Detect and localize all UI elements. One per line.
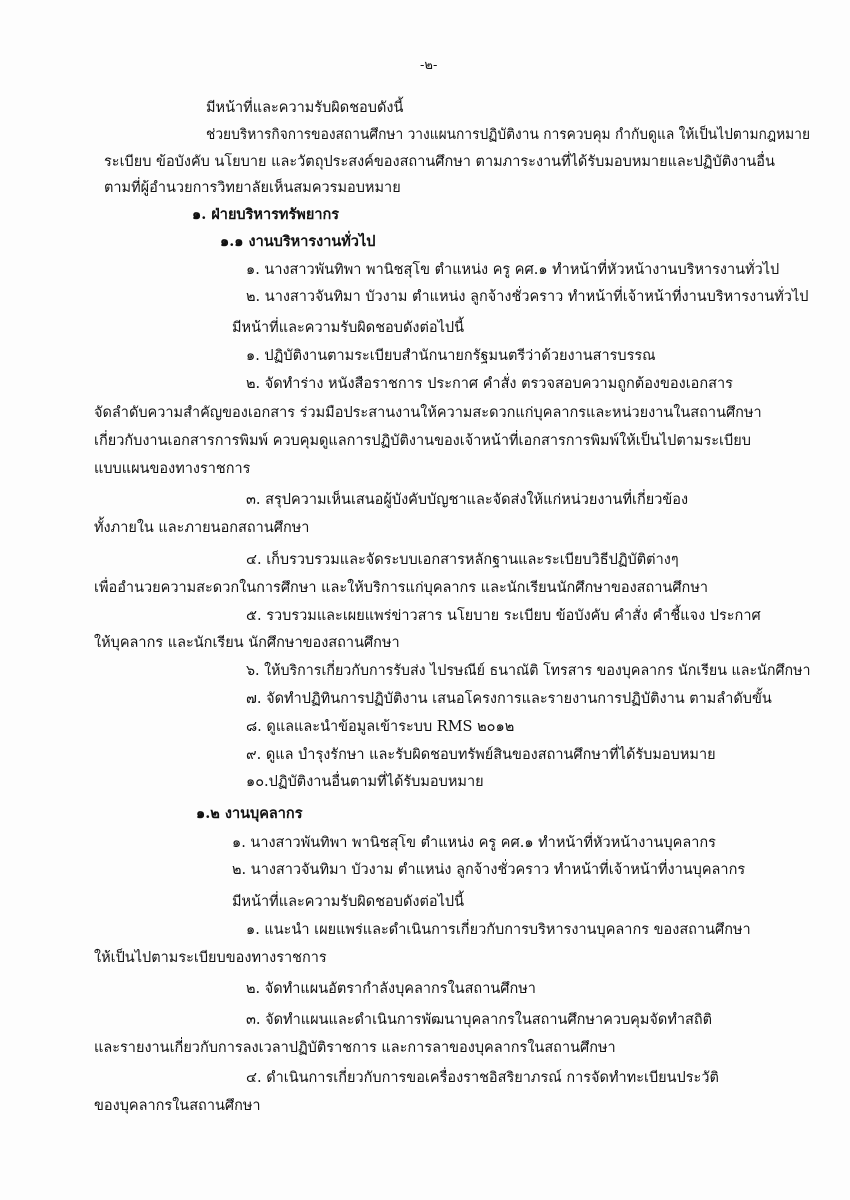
duty-line: ๓. จัดทำแผนและดำเนินการพัฒนาบุคลากรในสถานศึกษาควบคุมจัดทำสถิติ — [246, 1012, 713, 1028]
duty-line: เพื่ออำนวยความสะดวกในการศึกษา และให้บริการแก่บุคลากร และนักเรียนนักศึกษาของสถานศึกษา — [94, 580, 709, 596]
duty-line: ๑. แนะนำ เผยแพร่และดำเนินการเกี่ยวกับการบริหารงานบุคลากร ของสถานศึกษา — [246, 922, 751, 938]
duty-line: ให้เป็นไปตามระเบียบของทางราชการ — [94, 950, 327, 966]
intro-line: ช่วยบริหารกิจการของสถานศึกษา วางแผนการปฏิบัติงาน การควบคุม กำกับดูแล ให้เป็นไปตามกฎหมาย — [206, 127, 811, 143]
duty-line: เกี่ยวกับงานเอกสารการพิมพ์ ควบคุมดูแลการปฏิบัติงานของเจ้าหน้าที่เอกสารการพิมพ์ให้เป็นไปตามระเบียบ — [94, 433, 751, 449]
staff-line: ๒. นางสาวจันทิมา บัวงาม ตำแหน่ง ลูกจ้างชั่วคราว ทำหน้าที่เจ้าหน้าที่งานบุคลากร — [232, 862, 746, 878]
staff-line: ๑. นางสาวพันทิพา พานิชสุโข ตำแหน่ง ครู คศ.๑ ทำหน้าที่หัวหน้างานบริหารงานทั่วไป — [246, 262, 780, 278]
duty-line: ๗. จัดทำปฏิทินการปฏิบัติงาน เสนอโครงการและรายงานการปฏิบัติงาน ตามลำดับขั้น — [246, 691, 772, 707]
duty-line: ทั้งภายใน และภายนอกสถานศึกษา — [94, 520, 310, 536]
staff-line: ๑. นางสาวพันทิพา พานิชสุโข ตำแหน่ง ครู คศ.๑ ทำหน้าที่หัวหน้างานบุคลากร — [232, 835, 716, 851]
duty-line: ๖. ให้บริการเกี่ยวกับการรับส่ง ไปรษณีย์ ธนาณัติ โทรสาร ของบุคลากร นักเรียน และนักศึกษา — [246, 663, 811, 679]
intro-line: ตามที่ผู้อำนวยการวิทยาลัยเห็นสมควรมอบหมาย — [104, 180, 401, 196]
duty-heading: มีหน้าที่และความรับผิดชอบดังต่อไปนี้ — [232, 894, 464, 910]
duty-line: ๒. จัดทำร่าง หนังสือราชการ ประกาศ คำสั่ง ตรวจสอบความถูกต้องของเอกสาร — [246, 376, 733, 392]
subsection-title: ๑.๑ งานบริหารงานทั่วไป — [220, 233, 376, 250]
duty-heading: มีหน้าที่และความรับผิดชอบดังต่อไปนี้ — [232, 320, 464, 336]
duty-line: แบบแผนของทางราชการ — [94, 461, 251, 477]
duty-line: ๔. ดำเนินการเกี่ยวกับการขอเครื่องราชอิสริยาภรณ์ การจัดทำทะเบียนประวัติ — [246, 1070, 719, 1086]
page-number: -๒- — [420, 58, 438, 73]
duty-line: ๑๐.ปฏิบัติงานอื่นตามที่ได้รับมอบหมาย — [246, 774, 484, 790]
staff-line: ๒. นางสาวจันทิมา บัวงาม ตำแหน่ง ลูกจ้างชั่วคราว ทำหน้าที่เจ้าหน้าที่งานบริหารงานทั่วไป — [246, 289, 809, 305]
duty-line: และรายงานเกี่ยวกับการลงเวลาปฏิบัติราชการ และการลาของบุคลากรในสถานศึกษา — [94, 1040, 616, 1056]
duty-line: จัดลำดับความสำคัญของเอกสาร ร่วมมือประสานงานให้ความสะดวกแก่บุคลากรและหน่วยงานในสถานศึกษา — [94, 405, 762, 421]
duty-line: ๒. จัดทำแผนอัตรากำลังบุคลากรในสถานศึกษา — [246, 981, 536, 997]
duty-line: ๑. ปฏิบัติงานตามระเบียบสำนักนายกรัฐมนตรีว่าด้วยงานสารบรรณ — [246, 348, 656, 364]
duty-line: ๙. ดูแล บำรุงรักษา และรับผิดชอบทรัพย์สินของสถานศึกษาที่ได้รับมอบหมาย — [246, 747, 716, 763]
duty-line: ๘. ดูแลและนำข้อมูลเข้าระบบ RMS ๒๐๑๒ — [246, 719, 515, 735]
subsection-title: ๑.๒ งานบุคลากร — [196, 805, 303, 822]
duty-line: ๔. เก็บรวบรวมและจัดระบบเอกสารหลักฐานและระเบียบวิธีปฏิบัติต่างๆ — [246, 552, 679, 568]
duty-line: ๕. รวบรวมและเผยแพร่ข่าวสาร นโยบาย ระเบียบ ข้อบังคับ คำสั่ง คำชี้แจง ประกาศ — [246, 608, 761, 624]
intro-heading: มีหน้าที่และความรับผิดชอบดังนี้ — [206, 100, 404, 116]
duty-line: ให้บุคลากร และนักเรียน นักศึกษาของสถานศึกษา — [94, 635, 400, 651]
duty-line: ๓. สรุปความเห็นเสนอผู้บังคับบัญชาและจัดส่งให้แก่หน่วยงานที่เกี่ยวข้อง — [246, 492, 689, 508]
intro-line: ระเบียบ ข้อบังคับ นโยบาย และวัตถุประสงค์ของสถานศึกษา ตามภาระงานที่ได้รับมอบหมายและปฏิบัติงานอื่น — [104, 154, 775, 170]
duty-line: ของบุคลากรในสถานศึกษา — [94, 1098, 261, 1114]
section-title: ๑. ฝ่ายบริหารทรัพยากร — [192, 206, 340, 223]
